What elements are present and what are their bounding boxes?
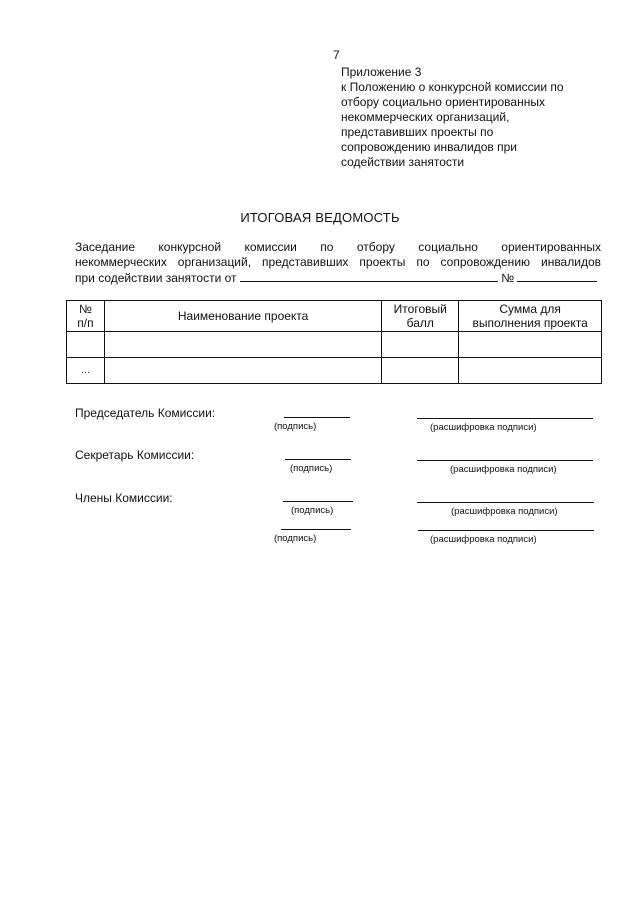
col-score-header-line: Итоговый bbox=[393, 302, 447, 316]
col-number-header-line: № bbox=[79, 302, 92, 316]
intro-line-2: некоммерческих организаций, представивших проекты по сопровождению инвалидов bbox=[75, 255, 601, 269]
secretary-label: Секретарь Комиссии: bbox=[75, 448, 195, 462]
col-sum-header-line: выполнения проекта bbox=[472, 316, 588, 330]
table-cell bbox=[459, 358, 602, 384]
table-cell bbox=[67, 332, 105, 358]
secretary-signature-caption: (подпись) bbox=[290, 463, 333, 474]
chairman-decoding-caption: (расшифровка подписи) bbox=[430, 422, 537, 433]
table-cell: … bbox=[67, 358, 105, 384]
member-2-signature-line bbox=[281, 529, 351, 530]
table-cell bbox=[104, 358, 381, 384]
member-1-decoding-line bbox=[417, 502, 594, 503]
table-header-row bbox=[67, 301, 602, 332]
table-cell bbox=[459, 332, 602, 358]
table-cell bbox=[104, 332, 381, 358]
number-blank-line bbox=[517, 270, 597, 282]
appendix-line: представивших проекты по bbox=[341, 125, 494, 139]
secretary-signature-line bbox=[285, 459, 351, 460]
document-title: ИТОГОВАЯ ВЕДОМОСТЬ bbox=[240, 210, 400, 225]
chairman-signature-line bbox=[284, 417, 350, 418]
col-score-header-line: балл bbox=[406, 316, 434, 330]
secretary-decoding-line bbox=[417, 460, 593, 461]
chairman-decoding-line bbox=[417, 418, 593, 419]
col-sum-header-line: Сумма для bbox=[499, 302, 561, 316]
results-table bbox=[66, 300, 602, 384]
member-1-signature-caption: (подпись) bbox=[291, 505, 334, 516]
chairman-label: Председатель Комиссии: bbox=[75, 406, 216, 420]
col-sum-header bbox=[459, 301, 602, 332]
appendix-line: отбору социально ориентированных bbox=[341, 95, 545, 109]
member-2-decoding-line bbox=[418, 530, 594, 531]
member-2-decoding-caption: (расшифровка подписи) bbox=[430, 534, 537, 545]
intro-line-3 bbox=[75, 270, 601, 286]
date-blank-line bbox=[240, 270, 498, 282]
secretary-decoding-caption: (расшифровка подписи) bbox=[450, 464, 557, 475]
col-name-header: Наименование проекта bbox=[104, 301, 381, 332]
number-sign: № bbox=[501, 271, 515, 285]
members-label: Члены Комиссии: bbox=[75, 491, 173, 505]
intro-date-prefix: при содействии занятости от bbox=[75, 271, 237, 285]
member-2-signature-caption: (подпись) bbox=[274, 533, 317, 544]
appendix-line: некоммерческих организаций, bbox=[341, 110, 510, 124]
intro-line-1: Заседание конкурсной комиссии по отбору социально ориентированных bbox=[75, 240, 601, 254]
page-number: 7 bbox=[333, 48, 340, 62]
table-row bbox=[67, 358, 602, 384]
table-cell bbox=[382, 332, 459, 358]
appendix-header bbox=[341, 65, 601, 170]
chairman-signature-caption: (подпись) bbox=[274, 421, 317, 432]
appendix-line: Приложение 3 bbox=[341, 65, 422, 79]
col-number-header-line: п/п bbox=[77, 316, 94, 330]
appendix-line: к Положению о конкурсной комиссии по bbox=[341, 80, 564, 94]
col-number-header bbox=[67, 301, 105, 332]
appendix-line: сопровождению инвалидов при bbox=[341, 140, 518, 154]
table-cell bbox=[382, 358, 459, 384]
member-1-decoding-caption: (расшифровка подписи) bbox=[451, 506, 558, 517]
col-score-header bbox=[382, 301, 459, 332]
meeting-intro bbox=[75, 240, 601, 286]
member-1-signature-line bbox=[283, 501, 353, 502]
table-row bbox=[67, 332, 602, 358]
appendix-line: содействии занятости bbox=[341, 155, 465, 169]
